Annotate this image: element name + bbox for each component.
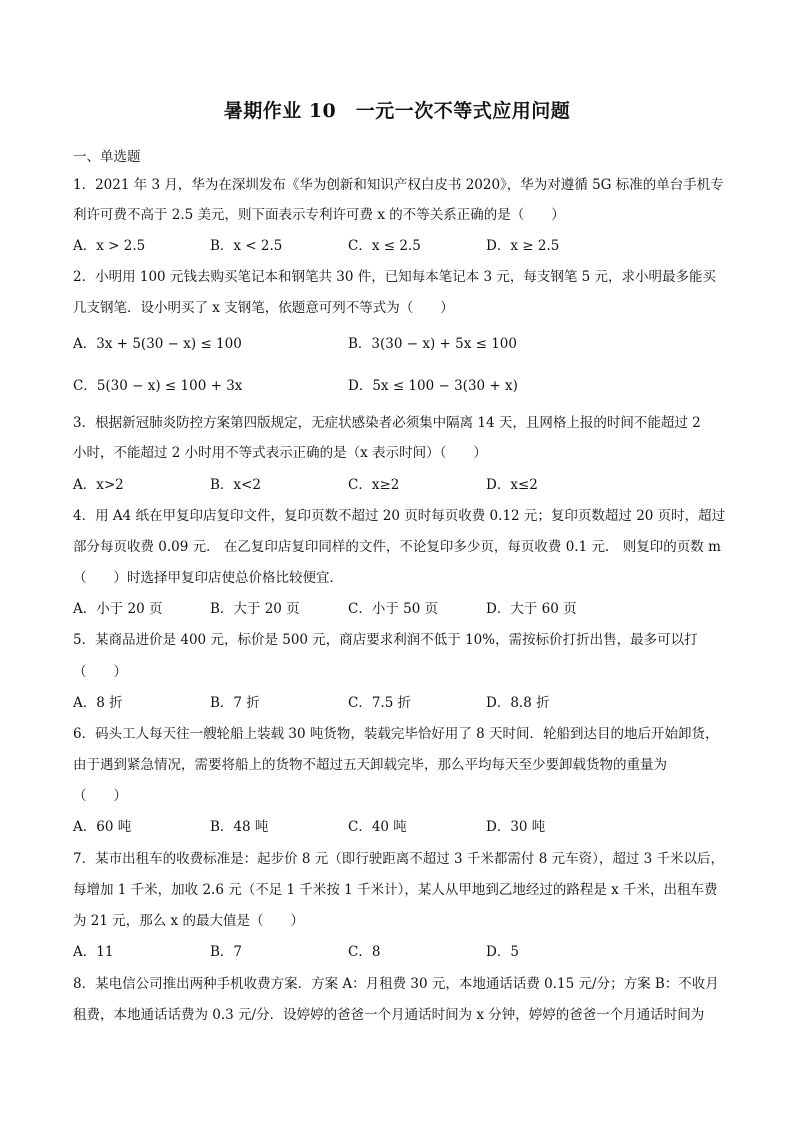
page-title: 暑期作业 10 一元一次不等式应用问题	[223, 100, 571, 122]
q1-option-b: B．x < 2.5	[210, 238, 283, 254]
q1-option-a: A．x > 2.5	[73, 238, 146, 254]
question-8-line-2: 租费，本地通话话费为 0.3 元/分．设婷婷的爸爸一个月通话时间为 x 分钟，婷婷的爸爸一个月通话时间为	[73, 1007, 705, 1023]
q2-option-c: C．5(30 − x) ≤ 100 + 3x	[73, 378, 243, 394]
q6-option-d: D．30 吨	[486, 819, 546, 835]
q3-option-b: B．x<2	[210, 477, 261, 493]
q6-option-c: C．40 吨	[348, 819, 407, 835]
question-6-line-2: 由于遇到紧急情况，需要将船上的货物不超过五天卸载完毕，那么平均每天至少要卸载货物的重量为	[73, 757, 667, 773]
q7-option-c: C．8	[348, 944, 381, 960]
question-5-line-2: （ ）	[73, 664, 127, 680]
q2-option-b: B．3(30 − x) + 5x ≤ 100	[348, 336, 517, 352]
q2-option-d: D．5x ≤ 100 − 3(30 + x)	[348, 378, 518, 394]
question-3-line-2: 小时，不能超过 2 小时用不等式表示正确的是（x 表示时间）（ ）	[73, 445, 487, 461]
q3-option-c: C．x≥2	[348, 477, 400, 493]
q6-option-b: B．48 吨	[210, 819, 269, 835]
question-6-line-3: （ ）	[73, 788, 127, 804]
question-7-line-1: 7．某市出租车的收费标准是：起步价 8 元（即行驶距离不超过 3 千米都需付 8 元车资），超过 3 千米以后，	[73, 851, 725, 867]
q1-option-d: D．x ≥ 2.5	[486, 238, 560, 254]
q2-option-a: A．3x + 5(30 − x) ≤ 100	[73, 336, 242, 352]
q4-option-a: A．小于 20 页	[73, 601, 163, 617]
q3-option-d: D．x≤2	[486, 477, 538, 493]
section-heading: 一、单选题	[73, 149, 141, 165]
question-1-line-2: 利许可费不高于 2.5 美元，则下面表示专利许可费 x 的不等关系正确的是（ ）	[73, 207, 565, 223]
question-4-line-2: 部分每页收费 0.09 元． 在乙复印店复印同样的文件，不论复印多少页，每页收费 0.1 元． 则复印的页数 m	[73, 539, 721, 555]
q5-option-d: D．8.8 折	[486, 695, 550, 711]
q4-option-b: B．大于 20 页	[210, 601, 300, 617]
q7-option-d: D．5	[486, 944, 519, 960]
q7-option-a: A．11	[73, 944, 114, 960]
q7-option-b: B．7	[210, 944, 243, 960]
q6-option-a: A．60 吨	[73, 819, 132, 835]
question-3-line-1: 3．根据新冠肺炎防控方案第四版规定，无症状感染者必须集中隔离 14 天，且网格上报的时间不能超过 2	[73, 415, 701, 431]
question-7-line-2: 每增加 1 千米，加收 2.6 元（不足 1 千米按 1 千米计），某人从甲地到乙地经过的路程是 x 千米，出租车费	[73, 882, 718, 898]
question-1-line-1: 1．2021 年 3 月，华为在深圳发布《华为创新和知识产权白皮书 2020》，华为对遵循 5G 标准的单台手机专	[73, 177, 724, 193]
q1-option-c: C．x ≤ 2.5	[348, 238, 421, 254]
question-4-line-3: （ ）时选择甲复印店使总价格比较便宜．	[73, 570, 343, 586]
question-2-line-1: 2．小明用 100 元钱去购买笔记本和钢笔共 30 件，已知每本笔记本 3 元，每支钢笔 5 元，求小明最多能买	[73, 269, 717, 285]
q4-option-c: C．小于 50 页	[348, 601, 439, 617]
q3-option-a: A．x>2	[73, 477, 124, 493]
question-2-line-2: 几支钢笔．设小明买了 x 支钢笔，依题意可列不等式为（ ）	[73, 300, 454, 316]
q5-option-b: B．7 折	[210, 695, 260, 711]
question-6-line-1: 6．码头工人每天往一艘轮船上装载 30 吨货物，装载完毕恰好用了 8 天时间．轮船到达目的地后开始卸货，	[73, 726, 719, 742]
question-8-line-1: 8．某电信公司推出两种手机收费方案．方案 A：月租费 30 元，本地通话话费 0.15 元/分；方案 B：不收月	[73, 976, 719, 992]
q5-option-c: C．7.5 折	[348, 695, 412, 711]
question-4-line-1: 4．用 A4 纸在甲复印店复印文件，复印页数不超过 20 页时每页收费 0.12 元；复印页数超过 20 页时，超过	[73, 508, 726, 524]
question-7-line-3: 为 21 元，那么 x 的最大值是（ ）	[73, 913, 304, 929]
q5-option-a: A．8 折	[73, 695, 123, 711]
q4-option-d: D．大于 60 页	[486, 601, 577, 617]
question-5-line-1: 5．某商品进价是 400 元，标价是 500 元，商店要求利润不低于 10%，需按标价打折出售，最多可以打	[73, 632, 698, 648]
